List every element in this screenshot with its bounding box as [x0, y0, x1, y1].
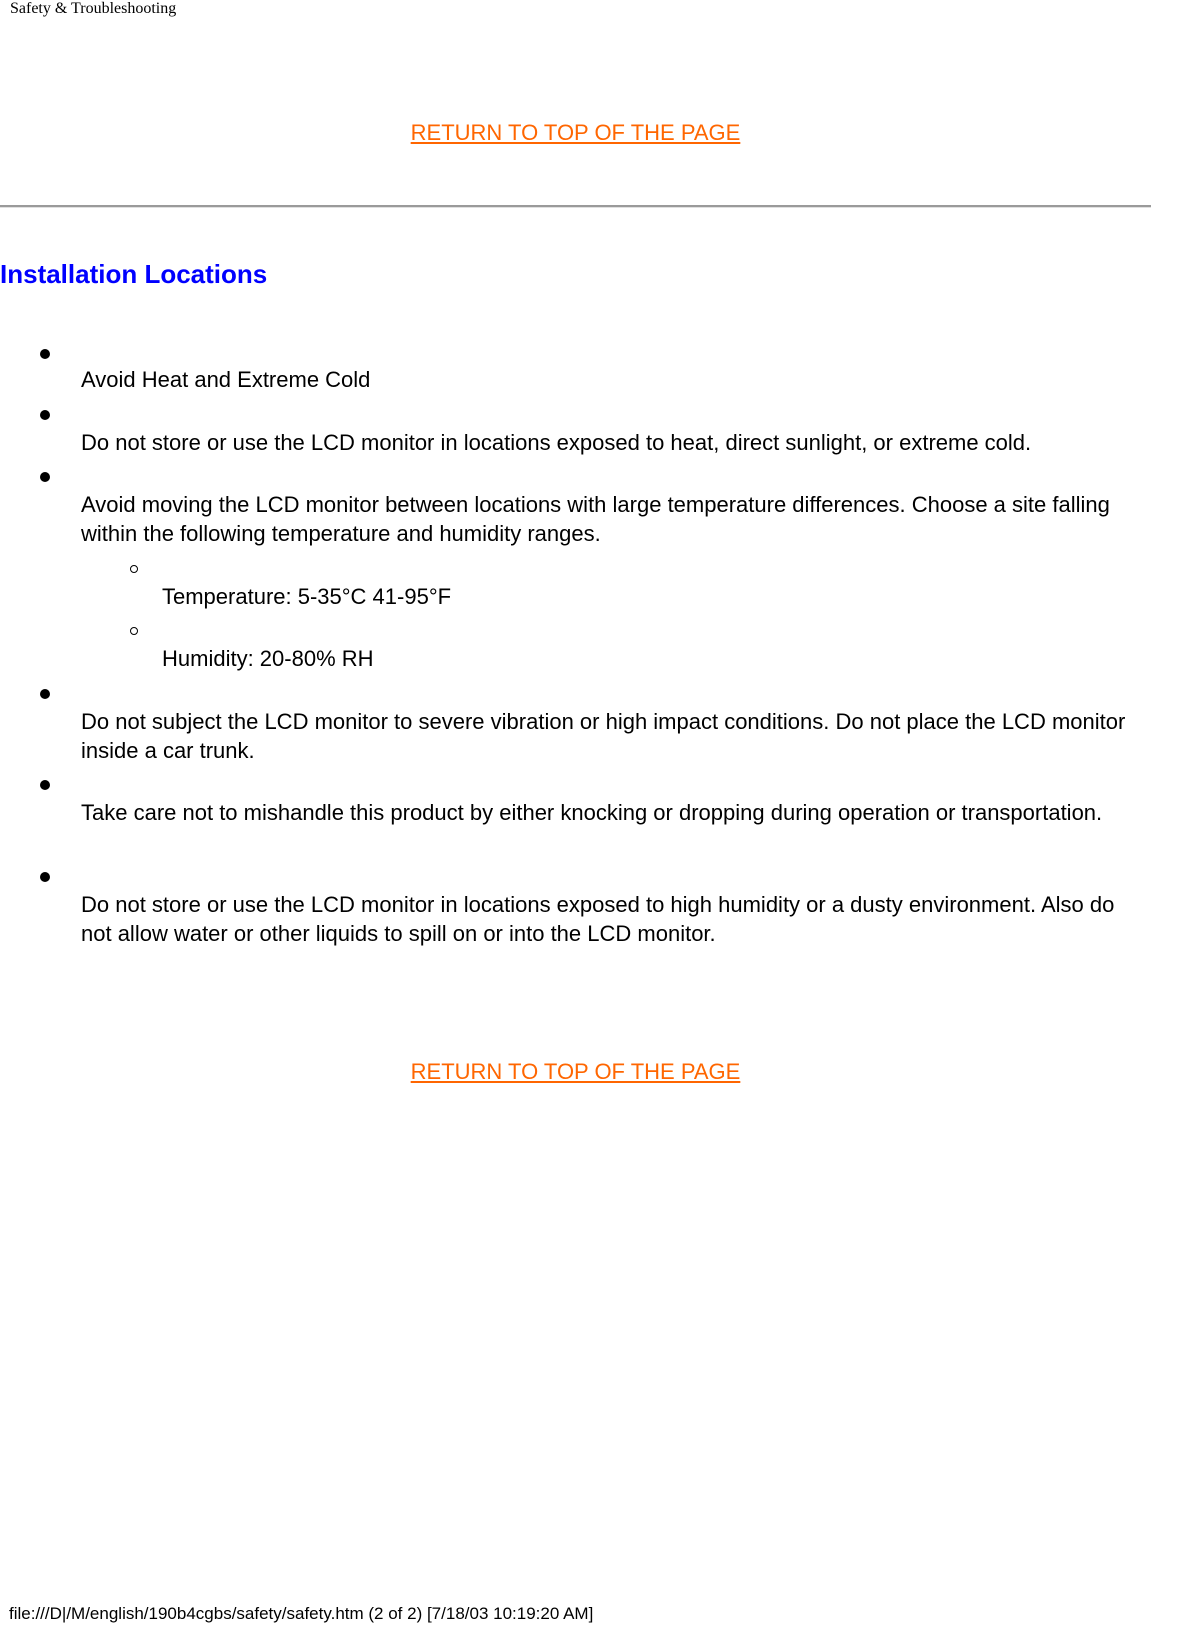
bullet-disc-icon: [40, 472, 50, 482]
section-heading: Installation Locations: [0, 259, 268, 289]
bullet-disc-icon: [40, 410, 50, 420]
sub-list-item-text: Humidity: 20-80% RH: [162, 646, 374, 671]
list-item-text: Do not store or use the LCD monitor in locations exposed to heat, direct sunlight, or extreme cold.: [81, 430, 1032, 455]
list-item-text: Take care not to mishandle this product by either knocking or dropping during operation or transportation.: [81, 800, 1103, 825]
bullet-circle-icon: [130, 627, 138, 635]
sub-list-item-text: Temperature: 5-35°C 41-95°F: [162, 584, 452, 609]
bullet-disc-icon: [40, 872, 50, 882]
return-to-top-link[interactable]: RETURN TO TOP OF THE PAGE: [410, 1059, 741, 1084]
return-to-top-link[interactable]: RETURN TO TOP OF THE PAGE: [410, 120, 741, 145]
page-title: Safety & Troubleshooting: [10, 0, 177, 17]
list-item-text: Avoid Heat and Extreme Cold: [81, 367, 371, 392]
bullet-disc-icon: [40, 689, 50, 699]
file-path-footer: file:///D|/M/english/190b4cgbs/safety/safety.htm (2 of 2) [7/18/03 10:19:20 AM]: [9, 1604, 594, 1623]
list-item-text: Do not subject the LCD monitor to severe vibration or high impact conditions. Do not place the LCD monitor inside a car trunk.: [81, 709, 1126, 763]
list-item-text: Avoid moving the LCD monitor between locations with large temperature differences. Choose a site falling within the following temperature and humidity ranges.: [81, 492, 1110, 546]
list-item-text: Do not store or use the LCD monitor in locations exposed to high humidity or a dusty environment. Also do not allow water or other liquids to spill on or into the LCD monitor.: [81, 892, 1115, 946]
horizontal-rule: [0, 205, 1151, 208]
bullet-disc-icon: [40, 780, 50, 790]
bullet-circle-icon: [130, 565, 138, 573]
bullet-disc-icon: [40, 349, 50, 359]
